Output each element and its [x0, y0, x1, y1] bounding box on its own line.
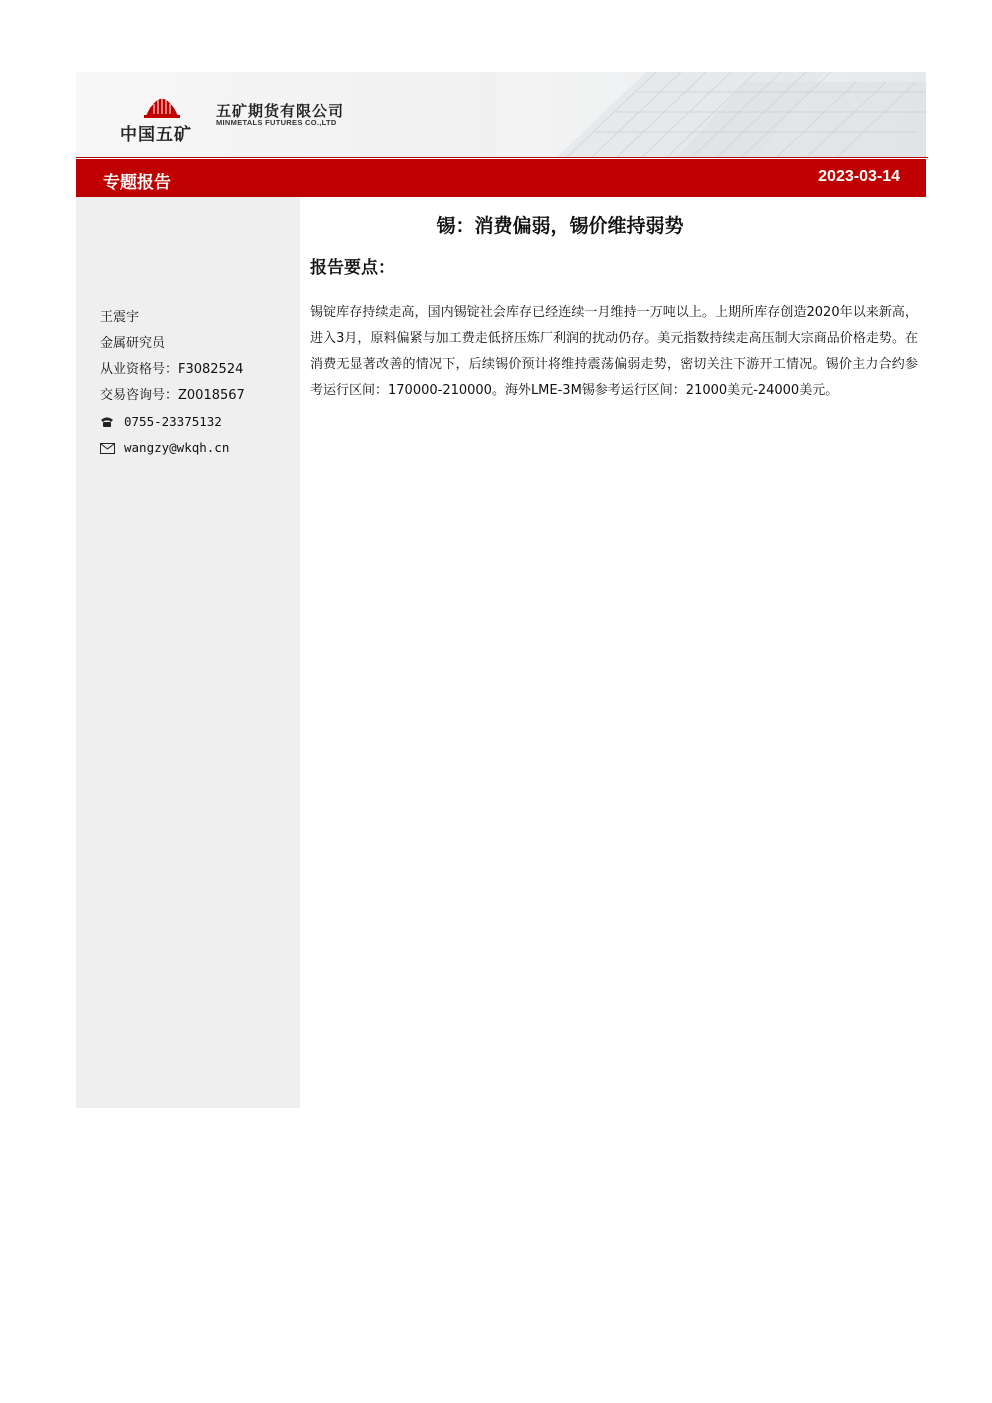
report-date: 2023-03-14	[818, 168, 900, 185]
report-type-label: 专题报告	[103, 173, 171, 193]
header-banner	[76, 72, 926, 158]
author-phone-row	[100, 409, 245, 435]
author-qualification: 从业资格号：F3082524	[100, 362, 244, 377]
author-title: 金属研究员	[100, 336, 166, 351]
report-title: 锡：消费偏弱，锡价维持弱势	[436, 215, 684, 237]
author-name: 王震宇	[100, 310, 140, 325]
phone-icon	[100, 416, 118, 428]
header-divider	[76, 157, 928, 158]
envelope-icon	[100, 443, 118, 454]
author-info	[100, 305, 245, 461]
author-consulting-number: 交易咨询号：Z0018567	[100, 388, 245, 403]
author-sidebar	[76, 197, 300, 1108]
minmetals-logo-icon	[142, 86, 182, 120]
report-summary: 锡锭库存持续走高，国内锡锭社会库存已经连续一月维持一万吨以上。上期所库存创造2020年以来新高，进入3月，原料偏紧与加工费走低挤压炼厂利润的扰动仍存。美元指数持续走高压制大宗商品价格走势。在消费无显著改善的情况下，后续锡价预计将维持震荡偏弱走势，密切关注下游开工情况。锡价主力合约参考运行区间：170000-210000。海外LME-3M锡参考运行区间：21000美元-24000美元。	[310, 305, 918, 398]
key-points-heading: 报告要点：	[310, 258, 395, 278]
author-email[interactable]: wangzy@wkqh.cn	[124, 440, 230, 455]
company-name-cn: 五矿期货有限公司	[216, 102, 345, 120]
logo-text: 中国五矿	[120, 125, 192, 145]
building-graphic	[496, 72, 926, 158]
report-type-bar	[76, 159, 926, 197]
company-name-en: MINMETALS FUTURES CO.,LTD	[216, 118, 337, 127]
author-phone: 0755-23375132	[124, 414, 222, 429]
author-email-row	[100, 435, 245, 461]
